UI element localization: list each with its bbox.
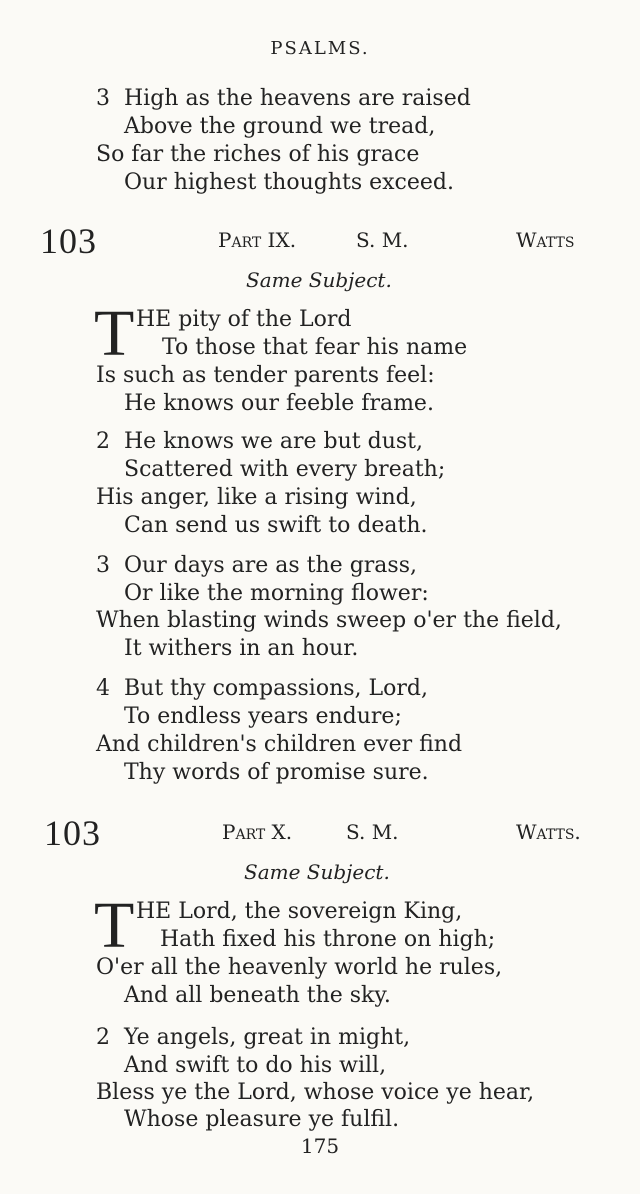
verse-line: Above the ground we tread,	[124, 114, 436, 139]
verse-line: Our highest thoughts exceed.	[124, 170, 454, 195]
stanza-number: 3	[96, 553, 110, 578]
hymn-meter: S. M.	[356, 228, 409, 252]
stanza-number: 2	[96, 429, 110, 454]
hymn-subject: Same Subject.	[244, 860, 390, 884]
stanza-number: 4	[96, 676, 110, 701]
verse-line: High as the heavens are raised	[124, 86, 471, 111]
verse-line: To endless years endure;	[124, 704, 402, 729]
hymn-part: Part X.	[222, 820, 293, 844]
running-header: PSALMS.	[270, 38, 370, 59]
verse-line: Or like the morning flower:	[124, 581, 429, 606]
verse-line: And children's children ever find	[96, 732, 463, 757]
drop-cap: T	[94, 889, 135, 962]
page-number: 175	[300, 1134, 340, 1158]
verse-line: Hath fixed his throne on high;	[160, 927, 496, 952]
verse-line: He knows our feeble frame.	[124, 391, 434, 416]
verse-line: But thy compassions, Lord,	[124, 676, 428, 701]
verse-line: His anger, like a rising wind,	[96, 485, 417, 510]
verse-line: To those that fear his name	[162, 335, 468, 360]
stanza-number: 2	[96, 1025, 110, 1050]
verse-line: Can send us swift to death.	[124, 513, 428, 538]
verse-line: When blasting winds sweep o'er the field,	[96, 608, 562, 633]
verse-line: It withers in an hour.	[124, 636, 359, 661]
drop-cap: T	[94, 297, 135, 370]
hymn-subject: Same Subject.	[246, 268, 392, 292]
verse-line: HE pity of the Lord	[136, 307, 352, 332]
verse-line: Ye angels, great in might,	[124, 1025, 411, 1050]
verse-line: Whose pleasure ye fulfil.	[124, 1107, 400, 1132]
hymn-author: Watts	[516, 228, 575, 252]
verse-line: Is such as tender parents feel:	[96, 363, 435, 388]
verse-line: Scattered with every breath;	[124, 457, 446, 482]
hymn-author: Watts.	[516, 820, 581, 844]
hymn-number: 103	[40, 221, 97, 261]
verse-line: Thy words of promise sure.	[124, 760, 429, 785]
verse-line: Bless ye the Lord, whose voice ye hear,	[96, 1080, 535, 1105]
verse-line: O'er all the heavenly world he rules,	[96, 955, 503, 980]
verse-line: HE Lord, the sovereign King,	[136, 899, 463, 924]
verse-line: Our days are as the grass,	[124, 553, 417, 578]
hymn-meter: S. M.	[346, 820, 399, 844]
verse-line: So far the riches of his grace	[96, 142, 420, 167]
verse-line: And swift to do his will,	[124, 1053, 387, 1078]
hymn-part: Part IX.	[218, 228, 297, 252]
verse-line: And all beneath the sky.	[124, 983, 391, 1008]
stanza-number: 3	[96, 86, 110, 111]
hymn-number: 103	[44, 813, 101, 853]
verse-line: He knows we are but dust,	[124, 429, 424, 454]
